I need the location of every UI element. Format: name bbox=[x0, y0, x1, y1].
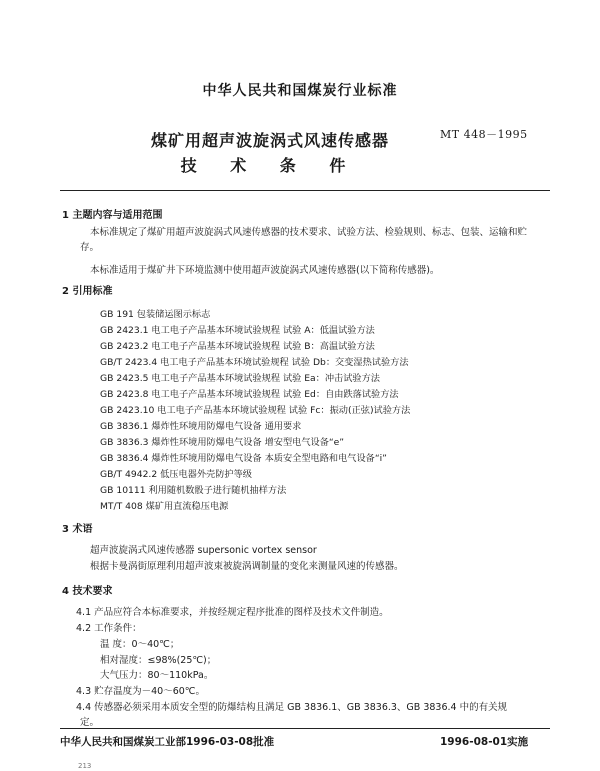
section-2-heading: 2 引用标准 bbox=[62, 286, 113, 297]
ref-item: GB 2423.5 电工电子产品基本环境试验规程 试验 Ea：冲击试验方法 bbox=[100, 373, 380, 384]
ref-item: GB 2423.8 电工电子产品基本环境试验规程 试验 Ed：自由跌落试验方法 bbox=[100, 389, 399, 400]
section-1-heading: 1 主题内容与适用范围 bbox=[62, 210, 163, 221]
condition-humidity: 相对湿度：≤98%(25℃)； bbox=[100, 655, 217, 666]
standard-number: MT 448－1995 bbox=[440, 128, 528, 141]
ref-item: GB 2423.1 电工电子产品基本环境试验规程 试验 A：低温试验方法 bbox=[100, 325, 375, 336]
standard-issuer: 中华人民共和国煤炭行业标准 bbox=[202, 83, 398, 99]
implementation-date: 1996-08-01实施 bbox=[440, 736, 529, 748]
document-title: 煤矿用超声波旋涡式风速传感器 bbox=[150, 131, 389, 150]
ref-item: GB 191 包装储运图示标志 bbox=[100, 309, 211, 320]
clause-4-4-continued: 定。 bbox=[80, 717, 100, 728]
ref-item: GB/T 2423.4 电工电子产品基本环境试验规程 试验 Db：交变湿热试验方法 bbox=[100, 357, 409, 368]
ref-item: GB 3836.3 爆炸性环境用防爆电气设备 增安型电气设备“e” bbox=[100, 437, 345, 448]
condition-pressure: 大气压力：80～110kPa。 bbox=[100, 670, 214, 681]
condition-temperature: 温 度：0～40℃； bbox=[100, 639, 180, 650]
section-1-para-1: 本标准规定了煤矿用超声波旋涡式风速传感器的技术要求、试验方法、检验规则、标志、包装、运输和贮存。 bbox=[80, 227, 528, 253]
footer-divider bbox=[60, 728, 550, 729]
ref-item: MT/T 408 煤矿用直流稳压电源 bbox=[100, 501, 229, 512]
clause-4-1: 4.1 产品应符合本标准要求，并按经规定程序批准的图样及技术文件制造。 bbox=[76, 607, 389, 618]
section-1-para-2: 本标准适用于煤矿井下环境监测中使用超声波旋涡式风速传感器(以下简称传感器)。 bbox=[90, 265, 440, 276]
ref-item: GB 3836.1 爆炸性环境用防爆电气设备 通用要求 bbox=[100, 421, 302, 432]
page-number: 213 bbox=[78, 762, 92, 770]
term-definition: 根据卡曼涡街原理利用超声波束被旋涡调制量的变化来测量风速的传感器。 bbox=[90, 561, 404, 572]
ref-item: GB 2423.2 电工电子产品基本环境试验规程 试验 B：高温试验方法 bbox=[100, 341, 375, 352]
header-divider bbox=[60, 190, 550, 191]
ref-item: GB 3836.4 爆炸性环境用防爆电气设备 本质安全型电路和电气设备“i” bbox=[100, 453, 387, 464]
section-4-heading: 4 技术要求 bbox=[62, 586, 113, 597]
ref-item: GB 10111 利用随机数骰子进行随机抽样方法 bbox=[100, 485, 287, 496]
clause-4-2: 4.2 工作条件： bbox=[76, 623, 142, 634]
approval-date: 中华人民共和国煤炭工业部1996-03-08批准 bbox=[60, 736, 275, 748]
ref-item: GB 2423.10 电工电子产品基本环境试验规程 试验 Fc：振动(正弦)试验方法 bbox=[100, 405, 411, 416]
section-3-heading: 3 术语 bbox=[62, 524, 93, 535]
clause-4-3: 4.3 贮存温度为－40～60℃。 bbox=[76, 686, 205, 697]
document-subtitle: 技 术 条 件 bbox=[180, 156, 360, 175]
term-entry: 超声波旋涡式风速传感器 supersonic vortex sensor bbox=[90, 545, 317, 556]
ref-item: GB/T 4942.2 低压电器外壳防护等级 bbox=[100, 469, 252, 480]
clause-4-4: 4.4 传感器必须采用本质安全型的防爆结构且满足 GB 3836.1、GB 3836.3、GB 3836.4 中的有关规 bbox=[76, 702, 508, 713]
